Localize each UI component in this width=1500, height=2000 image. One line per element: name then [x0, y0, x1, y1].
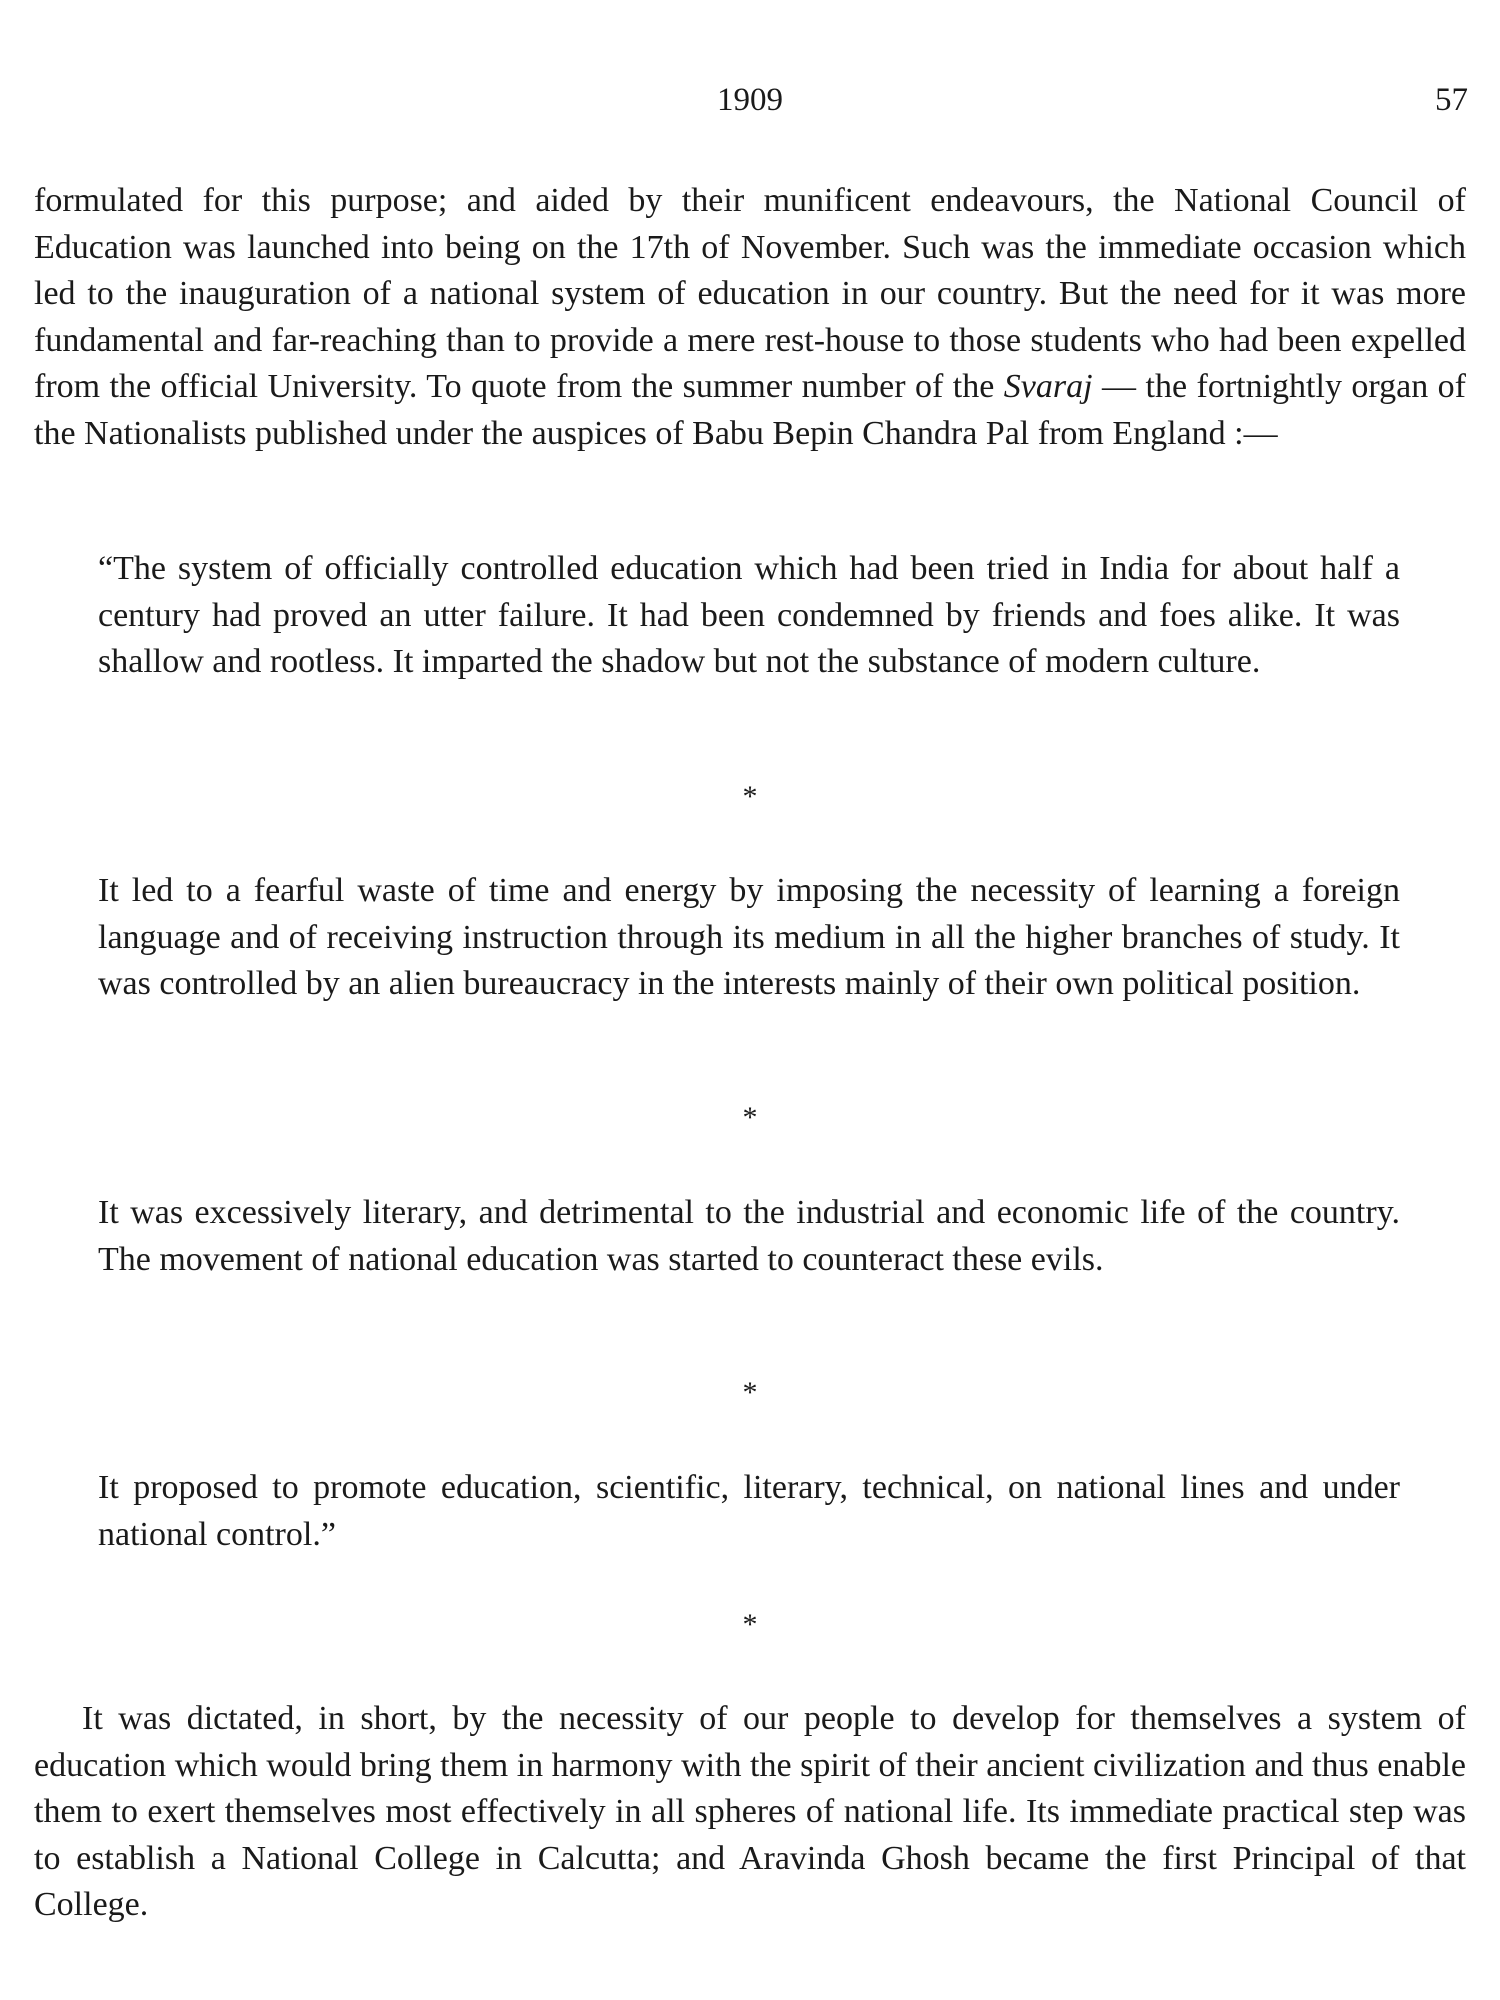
quote-paragraph-1: “The system of officially controlled education which had been tried in India for about half a century had proved an utter failure. It had been condemned by friends and foes alike. It was shallow and rootless. It imparted the shadow but not the substance of modern culture. — [98, 550, 1400, 680]
section-separator-1: * — [742, 780, 758, 813]
page-number: 57 — [1435, 82, 1468, 118]
section-separator-3: * — [742, 1376, 758, 1409]
intro-text-start: formulated for this purpose; and aided by their munificent endeavours, the National Council of Education was launched into being on the 17th of November. Such was the immediate occasion which led to the inauguration of a national system of education in our country. But the need for it was more fundamental and far-reaching than to provide a mere rest-house to those students who had been expelled from the official University. To quote from the summer number of the — [34, 182, 1466, 405]
section-separator-2: * — [742, 1101, 758, 1134]
quote-paragraph-2: It led to a fearful waste of time and energy by imposing the necessity of learning a foreign language and of receiving instruction through its medium in all the higher branches of study. It was controlled by an alien bureaucracy in the interests mainly of their own political position. — [98, 872, 1400, 1002]
running-header-year: 1909 — [717, 82, 783, 118]
closing-paragraph: It was dictated, in short, by the necessity of our people to develop for themselves a system of education which would bring them in harmony with the spirit of their ancient civilization and thus enable them to exert themselves most effectively in all spheres of national life. Its immediate practical step was to establish a National College in Calcutta; and Aravinda Ghosh became the first Principal of that College. — [34, 1700, 1466, 1923]
intro-text-end: — the fortnightly organ of the Nationalists published under the auspices of Babu Bepin Chandra Pal from England :— — [34, 368, 1466, 452]
intro-paragraph — [34, 178, 1466, 457]
quote-paragraph-3: It was excessively literary, and detrimental to the industrial and economic life of the country. The movement of national education was started to counteract these evils. — [98, 1194, 1400, 1278]
quote-paragraph-4: It proposed to promote education, scientific, literary, technical, on national lines and under national control.” — [98, 1469, 1400, 1553]
running-header — [0, 82, 1500, 122]
section-separator-4: * — [742, 1608, 758, 1641]
journal-title-italic: Svaraj — [1003, 368, 1093, 405]
